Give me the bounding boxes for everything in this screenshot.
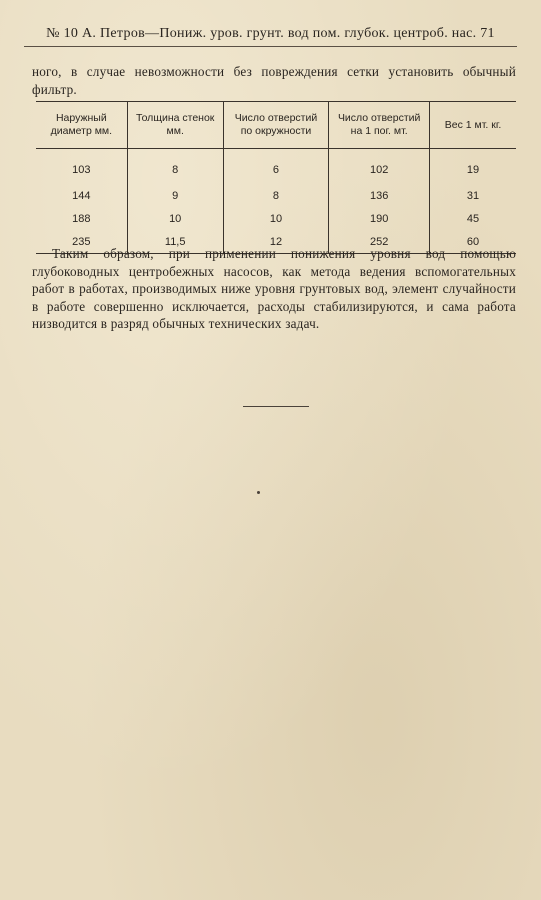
table-cell: 188: [72, 212, 91, 225]
table-cell: 10: [223, 207, 329, 230]
paragraph-continuation: ного, в случае невозможности без повреждения сетки установить обычный фильтр.: [32, 64, 516, 97]
table-row: [36, 184, 516, 207]
table-header-row: [36, 102, 516, 149]
column-header: Вес 1 мт. кг.: [430, 102, 516, 149]
column-header: Число отверстий на 1 пог. мт.: [329, 102, 430, 149]
column-header: Наружный диаметр мм.: [36, 102, 127, 149]
table-cell: 9: [127, 184, 223, 207]
table-cell: 8: [223, 184, 329, 207]
table-cell: 12: [223, 230, 329, 254]
table-row: [36, 207, 516, 230]
table-cell: 10: [127, 207, 223, 230]
table-cell: 8: [127, 149, 223, 185]
column-header: Число отверстий по окружности: [223, 102, 329, 149]
header-rule: [24, 46, 517, 47]
table-row: [36, 149, 516, 185]
pipe-specifications-table: [36, 101, 516, 254]
table-cell: 102: [329, 149, 430, 185]
table-cell: 136: [329, 184, 430, 207]
table-cell: 235: [36, 230, 127, 254]
table-cell: 190: [329, 207, 430, 230]
table-cell: 103: [72, 163, 91, 176]
table-cell: 19: [430, 149, 516, 185]
table-cell: 144: [72, 189, 91, 202]
running-header: № 10 А. Петров—Пониж. уров. грунт. вод пом. глубок. центроб. нас. 71: [46, 26, 495, 41]
paragraph-conclusion: Таким образом, при применении понижения уровня вод помощью глубоководных центробежных насосов, как метода ведения вспомогательных работ в работах, производимых ниже уровня грунтовых вод, элемент случайности в работе совершенно исключается, расходы стабилизируются, и сама работа низводится в разряд обычных технических задач.: [32, 246, 516, 331]
ink-dot: [257, 491, 260, 494]
table-cell: 252: [329, 230, 430, 254]
table-cell: 60: [430, 230, 516, 254]
table-cell: 11,5: [127, 230, 223, 254]
table-cell: 45: [430, 207, 516, 230]
section-end-rule: [243, 406, 309, 407]
column-header: Толщина стенок мм.: [127, 102, 223, 149]
table-cell: 6: [223, 149, 329, 185]
table-cell: 31: [430, 184, 516, 207]
